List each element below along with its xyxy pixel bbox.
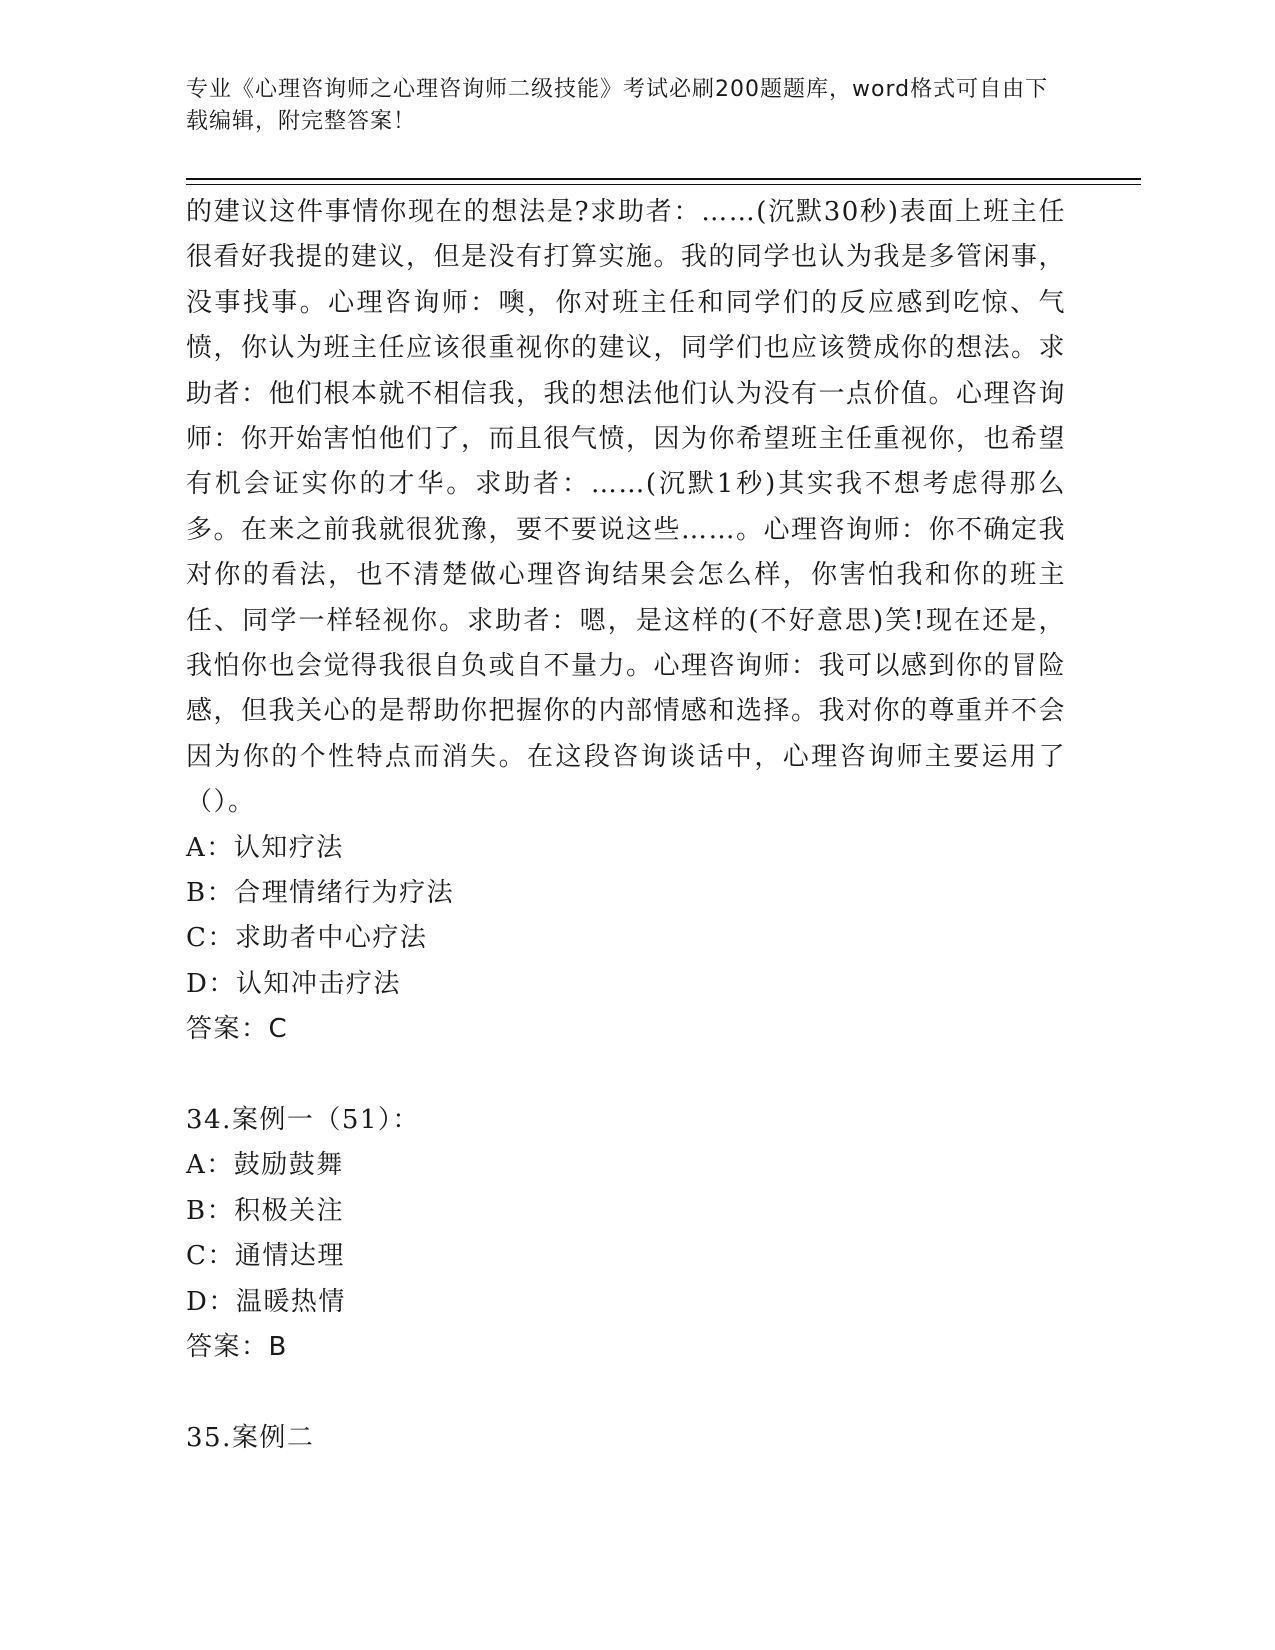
option-b: B：合理情绪行为疗法 bbox=[186, 878, 455, 909]
spacer bbox=[186, 1370, 1066, 1415]
header-title: 专业《心理咨询师之心理咨询师二级技能》考试必刷200题题库，word格式可自由下载编辑，附完整答案！ bbox=[186, 77, 1049, 134]
question-stem: 34.案例一（51）： bbox=[186, 1105, 420, 1136]
option-c: C：求助者中心疗法 bbox=[186, 923, 428, 954]
option-a: A：认知疗法 bbox=[186, 832, 344, 863]
option-c: C：通情达理 bbox=[186, 1241, 345, 1272]
spacer bbox=[186, 1053, 1066, 1098]
answer: 答案：B bbox=[186, 1331, 288, 1362]
question-33 bbox=[186, 190, 1066, 1053]
header-divider-thin bbox=[186, 184, 1141, 185]
option-b: B：积极关注 bbox=[186, 1195, 345, 1226]
document-header bbox=[186, 74, 1066, 138]
question-stem: 35.案例二 bbox=[186, 1422, 315, 1453]
header-divider-thick bbox=[186, 178, 1141, 180]
option-d: D：认知冲击疗法 bbox=[186, 968, 401, 999]
question-35 bbox=[186, 1416, 1066, 1461]
option-a: A：鼓励鼓舞 bbox=[186, 1150, 344, 1181]
question-34 bbox=[186, 1098, 1066, 1370]
answer: 答案：C bbox=[186, 1014, 289, 1045]
option-d: D：温暖热情 bbox=[186, 1286, 346, 1317]
document-body bbox=[186, 190, 1066, 1461]
question-stem: 的建议这件事情你现在的想法是?求助者：……(沉默30秒)表面上班主任很看好我提的建议，但是没有打算实施。我的同学也认为我是多管闲事，没事找事。心理咨询师：噢，你对班主任和同学们的反应感到吃惊、气愤，你认为班主任应该很重视你的建议，同学们也应该赞成你的想法。求助者：他们根本就不相信我，我的想法他们认为没有一点价值。心理咨询师：你开始害怕他们了，而且很气愤，因为你希望班主任重视你，也希望有机会证实你的才华。求助者：……(沉默1秒)其实我不想考虑得那么多。在来之前我就很犹豫，要不要说这些……。心理咨询师：你不确定我对你的看法，也不清楚做心理咨询结果会怎么样，你害怕我和你的班主任、同学一样轻视你。求助者：嗯，是这样的(不好意思)笑!现在还是，我怕你也会觉得我很自负或自不量力。心理咨询师：我可以感到你的冒险感，但我关心的是帮助你把握你的内部情感和选择。我对你的尊重并不会因为你的个性特点而消失。在这段咨询谈话中，心理咨询师主要运用了（）。 bbox=[186, 197, 1067, 818]
